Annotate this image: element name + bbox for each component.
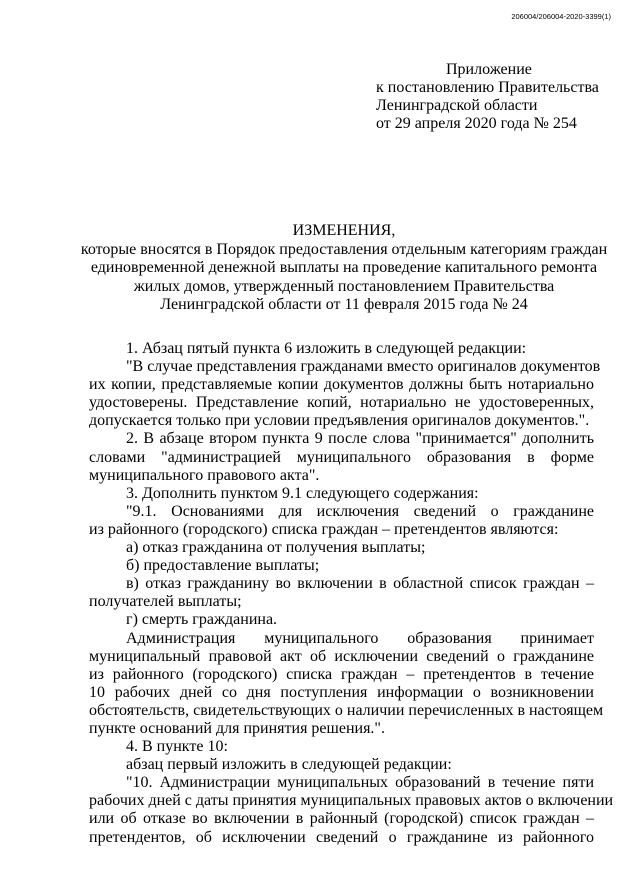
body-line: в) отказ гражданину во включении в областной список граждан – (126, 575, 594, 593)
body-line: муниципальный правовой акт об исключении сведений о гражданине (89, 647, 594, 665)
body-line: б) предоставление выплаты; (126, 557, 320, 575)
document-number: 206004/206004-2020-3399(1) (511, 12, 611, 21)
title-line: жилых домов, утвержденный постановлением Правительства (133, 277, 555, 295)
appendix-line: Приложение (446, 61, 532, 78)
body-line: удостоверены. Представление копий, нотариально не удостоверенных, (89, 394, 594, 412)
title-heading: ИЗМЕНЕНИЯ, (292, 222, 396, 239)
body-line: обстоятельств, свидетельствующих о наличии перечисленных в настоящем (89, 701, 604, 719)
body-line: а) отказ гражданина от получения выплаты; (126, 539, 426, 557)
body-line: рабочих дней с даты принятия муниципальных правовых актов о включении (89, 792, 614, 810)
body-line: "9.1. Основаниями для исключения сведений о гражданине (126, 502, 594, 520)
body-line: получателей выплаты; (89, 593, 242, 611)
title-line: которые вносятся в Порядок предоставления отдельным категориям граждан (80, 240, 608, 258)
document-title (70, 222, 618, 315)
body-line: допускается только при условии предъявления оригиналов документов.". (89, 412, 590, 430)
body-line: их копии, представляемые копии документов должны быть нотариально (89, 376, 594, 394)
body-line: 1. Абзац пятый пункта 6 изложить в следующей редакции: (126, 340, 527, 357)
body-line: пункте оснований для принятия решения.". (89, 719, 385, 737)
title-line: единовременной денежной выплаты на проведение капитального ремонта (90, 259, 598, 276)
body-line: претендентов, об исключении сведений о гражданине из районного (89, 828, 594, 846)
appendix-line: от 29 апреля 2020 года № 254 (376, 115, 577, 132)
body-line: Администрация муниципального образования принимает (126, 629, 594, 647)
body-line: "10. Администрации муниципальных образований в течение пяти (126, 774, 594, 792)
body-line: 2. В абзаце втором пункта 9 после слова "принимается" дополнить (126, 430, 594, 448)
body-line: г) смерть гражданина. (126, 611, 278, 629)
body-line: 4. В пункте 10: (126, 738, 228, 756)
body-line: "В случае представления гражданами вместо оригиналов документов (126, 358, 601, 376)
appendix-line: к постановлению Правительства (376, 79, 599, 96)
appendix-line: Ленинградской области (376, 97, 538, 114)
body-line: абзац первый изложить в следующей редакции: (126, 756, 452, 774)
document-body (89, 340, 614, 847)
body-line: муниципального правового акта". (89, 466, 320, 484)
body-line: из районного (городского) списка граждан – претендентов являются: (89, 520, 559, 538)
body-line: из районного (городского) списка граждан – претендентов в течение (89, 665, 594, 683)
body-line: 3. Дополнить пунктом 9.1 следующего содержания: (126, 484, 479, 502)
title-line: Ленинградской области от 11 февраля 2015 года № 24 (160, 296, 528, 313)
body-line: или об отказе во включении в районный (городской) список граждан – (89, 810, 594, 828)
body-line: 10 рабочих дней со дня поступления информации о возникновении (89, 683, 594, 701)
body-line: словами "администрацией муниципального образования в форме (89, 448, 594, 466)
appendix-block (376, 61, 599, 133)
